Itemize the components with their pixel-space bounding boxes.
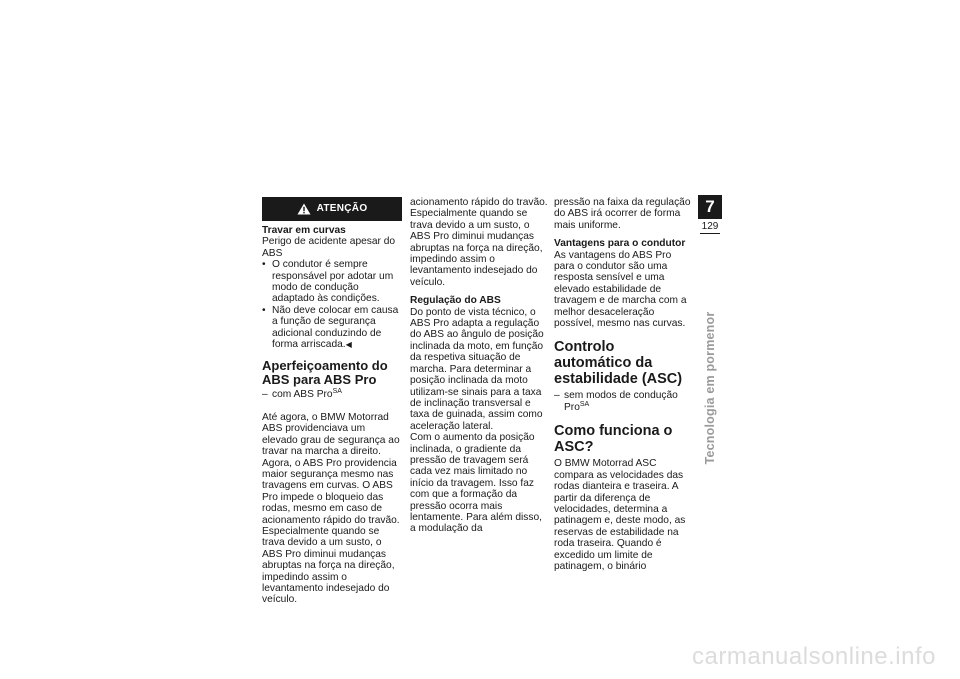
- warning-triangle-icon: [297, 203, 311, 215]
- chapter-number: 7: [698, 195, 722, 219]
- advantages-body: As vantagens do ABS Pro para o condutor são uma resposta sensível e uma elevado estabilidade de travagem e de marcha com a melhor desaceleração possível, mesmo nas curvas.: [554, 249, 687, 330]
- regulation-body-2: Com o aumento da posição inclinada, o gradiente da pressão de travagem será cada vez mais limitado no início da travagem. Isso faz com que a formação da pressão ocorra mais lentamente. Para além disso, a modulação da: [410, 432, 542, 535]
- advantages-heading: Vantagens para o condutor: [554, 238, 686, 250]
- abs-pro-option: [262, 389, 402, 400]
- chapter-tab: [698, 195, 722, 243]
- abs-pro-body: Até agora, o BMW Motorrad ABS providenciava um elevado grau de segurança ao travar na marcha a direito. Agora, o ABS Pro providencia maior segurança mesmo nas travagens em curvas. O ABS Pro impede o bloqueio das rodas, mesmo em caso de acionamento rápido do travão. Especialmente quando se trava devido a um susto, o ABS Pro diminui mudanças abruptas na força na direção, impedindo assim o levantamento indesejado do veículo.: [262, 411, 400, 606]
- asc-option: [554, 390, 694, 413]
- asc-how-body: O BMW Motorrad ASC compara as velocidades das rodas dianteira e traseira. A partir da diferença de velocidades, determina a patinagem e, deste modo, as reservas de estabilidade na roda traseira. Quando é excedido um limite de patinagem, o binário: [554, 458, 686, 572]
- asc-how-heading: Como funciona o ASC?: [554, 423, 673, 456]
- asc-option-text: sem modos de condução Pro: [564, 390, 678, 413]
- warning-heading: Travar em curvas: [262, 225, 346, 236]
- regulation-heading: Regulação do ABS: [410, 295, 501, 307]
- option-superscript: SA: [332, 388, 342, 396]
- divider: [700, 233, 720, 234]
- column-3: [554, 197, 694, 572]
- regulation-body-1: Do ponto de vista técnico, o ABS Pro adapta a regulação do ABS ao ângulo de posição inclinada da moto, em função da respetiva situação de marcha. Para determinar a posição inclinada da moto utilizam-se sinais para a taxa de inclinação transversal e taxa de guinada, assim como aceleração lateral.: [410, 306, 544, 432]
- abs-pro-heading: Aperfeiçoamento do ABS para ABS Pro: [262, 358, 388, 388]
- warning-banner: [262, 197, 402, 221]
- end-mark-icon: ◀: [345, 340, 352, 350]
- warning-title: ATENÇÃO: [316, 203, 368, 215]
- warning-bullet: • O condutor é sempre responsável por adotar um modo de condução adaptado às condições.: [262, 259, 402, 305]
- warning-bullet: • Não deve colocar em causa a função de segurança adicional conduzindo de forma arriscada.◀: [262, 305, 402, 351]
- regulation-body-2-continued: pressão na faixa da regulação do ABS irá ocorrer de forma mais uniforme.: [554, 197, 691, 231]
- asc-heading: Controlo automático da estabilidade (ASC): [554, 339, 683, 388]
- warning-bullets: [262, 259, 402, 350]
- dash-marker: –: [554, 390, 560, 402]
- chapter-title: Tecnologia em pormenor: [703, 311, 717, 465]
- dash-marker: –: [262, 389, 268, 401]
- option-superscript: SA: [579, 400, 590, 408]
- watermark: carmanualsonline.info: [692, 643, 936, 670]
- warning-text: Perigo de acidente apesar do ABS: [262, 236, 396, 259]
- abs-pro-body-continued: acionamento rápido do travão. Especialmente quando se trava devido a um susto, o ABS Pro diminui mudanças abruptas na força na direção, impedindo assim o levantamento indesejado do veículo.: [410, 197, 548, 288]
- abs-pro-option-text: com ABS Pro: [272, 389, 333, 401]
- column-2: [410, 197, 550, 535]
- page-number: 129: [701, 221, 719, 232]
- column-1: [262, 197, 402, 606]
